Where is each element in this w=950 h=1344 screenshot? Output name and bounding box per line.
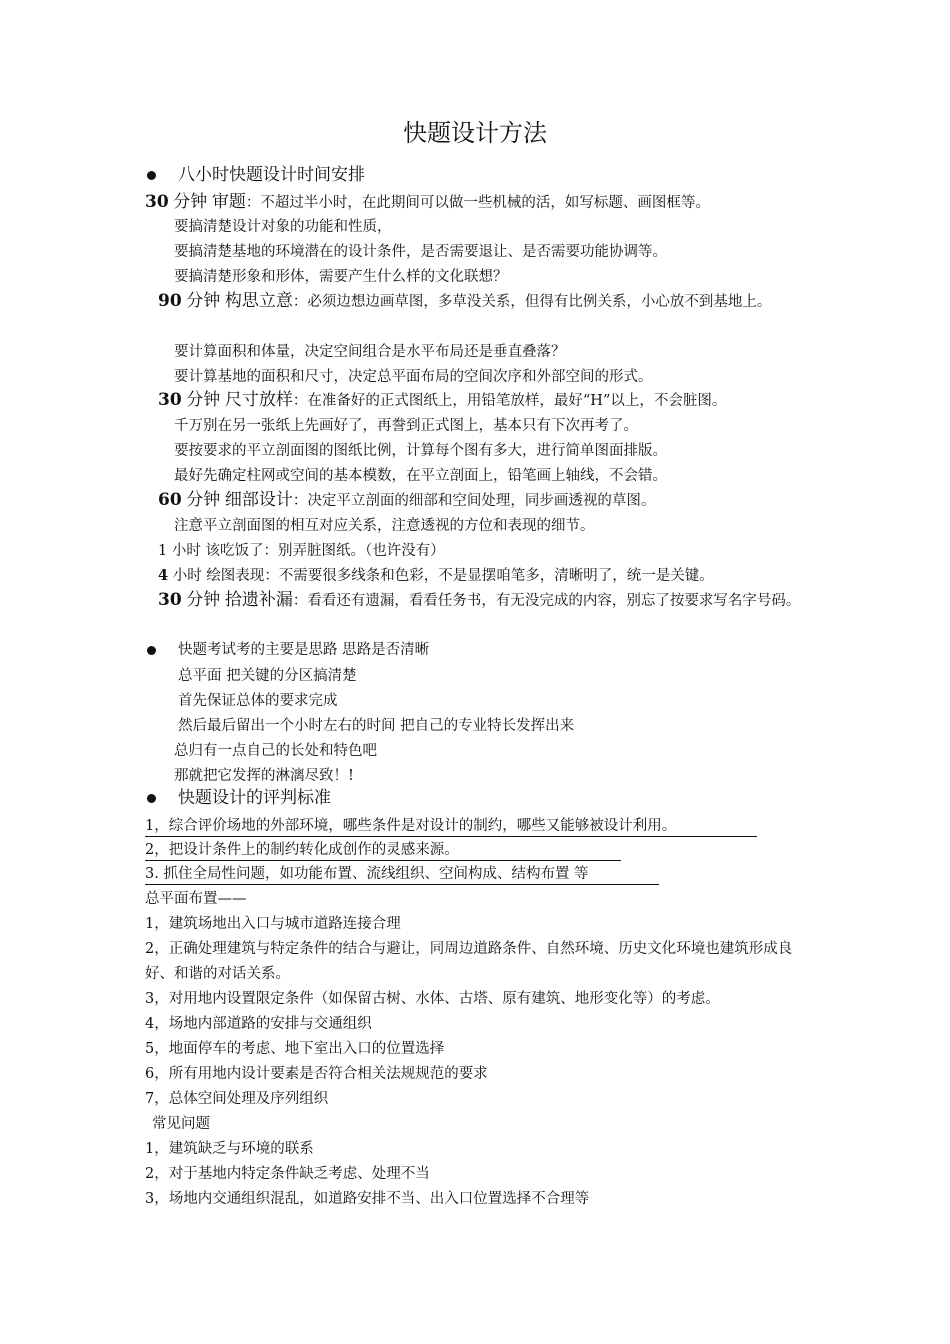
thinking-line: 那就把它发挥的淋漓尽致！! xyxy=(174,768,354,784)
bullet-icon xyxy=(147,171,156,180)
step-note: 要搞清楚设计对象的功能和性质， xyxy=(174,219,392,235)
step-duration-unit: 分钟 xyxy=(186,590,221,610)
step-name: 拾遗补漏 xyxy=(224,590,293,610)
step-duration-unit: 分钟 xyxy=(186,390,221,410)
step-description: ：不超过半小时，在此期间可以做一些机械的活，如写标题、画图框等。 xyxy=(245,195,710,211)
step-duration-number: 30 xyxy=(158,390,182,410)
step-description: ：必须边想边画草图，多草没关系，但得有比例关系，小心放不到基地上。 xyxy=(292,294,772,310)
step-note: 千万别在另一张纸上先画好了，再誊到正式图上，基本只有下次再考了。 xyxy=(174,418,638,434)
document-title: 快题设计方法 xyxy=(403,119,547,147)
underline-rule xyxy=(145,884,659,885)
step-note: 要计算基地的面积和尺寸，决定总平面布局的空间次序和外部空间的形式。 xyxy=(174,369,653,385)
problem-item: 3，场地内交通组织混乱，如道路安排不当、出入口位置选择不合理等 xyxy=(145,1191,590,1207)
criteria-item: 1，综合评价场地的外部环境，哪些条件是对设计的制约，哪些又能够被设计利用。 xyxy=(145,818,677,834)
site-plan-item: 2，正确处理建筑与特定条件的结合与避让，同周边道路条件、自然环境、历史文化环境也建筑形成良好、和谐的对话关系。 xyxy=(145,941,793,982)
schedule-step-check xyxy=(145,588,813,614)
step-duration-unit: 小时 xyxy=(171,543,201,559)
thinking-line: 然后最后留出一个小时左右的时间 把自己的专业特长发挥出来 xyxy=(178,718,575,734)
step-name: 构思立意 xyxy=(224,291,293,311)
step-note: 要计算面积和体量，决定空间组合是水平布局还是垂直叠落？ xyxy=(174,344,566,360)
site-plan-item: 6，所有用地内设计要素是否符合相关法规规范的要求 xyxy=(145,1066,488,1082)
step-name: 绘图表现 xyxy=(206,568,265,584)
site-plan-item: 3，对用地内设置限定条件（如保留古树、水体、古塔、原有建筑、地形变化等）的考虑。 xyxy=(145,991,720,1007)
site-plan-item: 7，总体空间处理及序列组织 xyxy=(145,1091,329,1107)
criteria-item: 2，把设计条件上的制约转化成创作的灵感来源。 xyxy=(145,842,459,858)
step-name: 审题 xyxy=(211,192,246,212)
bullet-icon xyxy=(147,794,156,803)
schedule-step-concept xyxy=(145,289,813,315)
step-name: 该吃饭了 xyxy=(205,543,264,559)
schedule-step-detail xyxy=(158,488,828,513)
step-note: 要搞清楚基地的环境潜在的设计条件，是否需要退让、是否需要功能协调等。 xyxy=(174,244,667,260)
thinking-line: 总归有一点自己的长处和特色吧 xyxy=(174,743,377,759)
step-description: ：决定平立剖面的细部和空间处理，同步画透视的草图。 xyxy=(292,493,656,509)
step-duration-unit: 分钟 xyxy=(173,192,208,212)
step-duration-number: 60 xyxy=(158,490,182,510)
problem-item: 2，对于基地内特定条件缺乏考虑、处理不当 xyxy=(145,1166,430,1182)
schedule-step-meal xyxy=(158,539,828,563)
underline-rule xyxy=(145,836,757,837)
step-description: ：看看还有遗漏，看看任务书，有无没完成的内容，别忘了按要求写名字号码。 xyxy=(292,593,801,609)
bullet-icon xyxy=(147,646,156,655)
step-duration-unit: 分钟 xyxy=(186,490,221,510)
site-plan-item: 5，地面停车的考虑、地下室出入口的位置选择 xyxy=(145,1041,445,1057)
schedule-step-layout xyxy=(158,388,828,413)
step-note: 最好先确定柱网或空间的基本模数，在平立剖面上，铅笔画上轴线，不会错。 xyxy=(174,468,667,484)
step-description: ：别弄脏图纸。（也许没有） xyxy=(263,543,445,559)
problems-heading: 常见问题 xyxy=(152,1116,210,1132)
step-name: 细部设计 xyxy=(224,490,293,510)
step-note: 注意平立剖面图的相互对应关系，注意透视的方位和表现的细节。 xyxy=(174,518,595,534)
step-name: 尺寸放样 xyxy=(224,390,293,410)
step-note: 要按要求的平立剖面图的图纸比例，计算每个图有多大，进行简单图面排版。 xyxy=(174,443,667,459)
step-duration-number: 90 xyxy=(158,291,182,311)
thinking-line: 总平面 把关键的分区搞清楚 xyxy=(178,668,357,684)
schedule-step-drawing xyxy=(158,564,828,588)
site-plan-item: 1，建筑场地出入口与城市道路连接合理 xyxy=(145,916,401,932)
step-duration-number: 30 xyxy=(158,590,182,610)
problem-item: 1，建筑缺乏与环境的联系 xyxy=(145,1141,314,1157)
section-heading-schedule: 八小时快题设计时间安排 xyxy=(178,165,365,185)
site-plan-item: 4，场地内部道路的安排与交通组织 xyxy=(145,1016,372,1032)
step-note: 要搞清楚形象和形体，需要产生什么样的文化联想？ xyxy=(174,269,508,285)
site-plan-heading: 总平面布置—— xyxy=(145,891,247,907)
step-duration-number: 1 xyxy=(158,543,168,559)
step-description: ：在准备好的正式图纸上，用铅笔放样，最好“H”以上，不会脏图。 xyxy=(292,393,727,409)
section-heading-criteria: 快题设计的评判标准 xyxy=(178,788,331,808)
thinking-line: 首先保证总体的要求完成 xyxy=(178,693,338,709)
step-duration-unit: 分钟 xyxy=(186,291,221,311)
schedule-step-review xyxy=(145,190,815,215)
criteria-item: 3. 抓住全局性问题，如功能布置、流线组织、空间构成、结构布置 等 xyxy=(145,866,589,882)
step-duration-unit: 小时 xyxy=(172,568,202,584)
section-heading-thinking: 快题考试考的主要是思路 思路是否清晰 xyxy=(178,642,430,658)
step-duration-number: 30 xyxy=(145,192,169,212)
underline-rule xyxy=(145,860,621,861)
step-duration-number: 4 xyxy=(158,567,169,584)
step-description: ：不需要很多线条和色彩，不是显摆咱笔多，清晰明了，统一是关键。 xyxy=(264,568,714,584)
